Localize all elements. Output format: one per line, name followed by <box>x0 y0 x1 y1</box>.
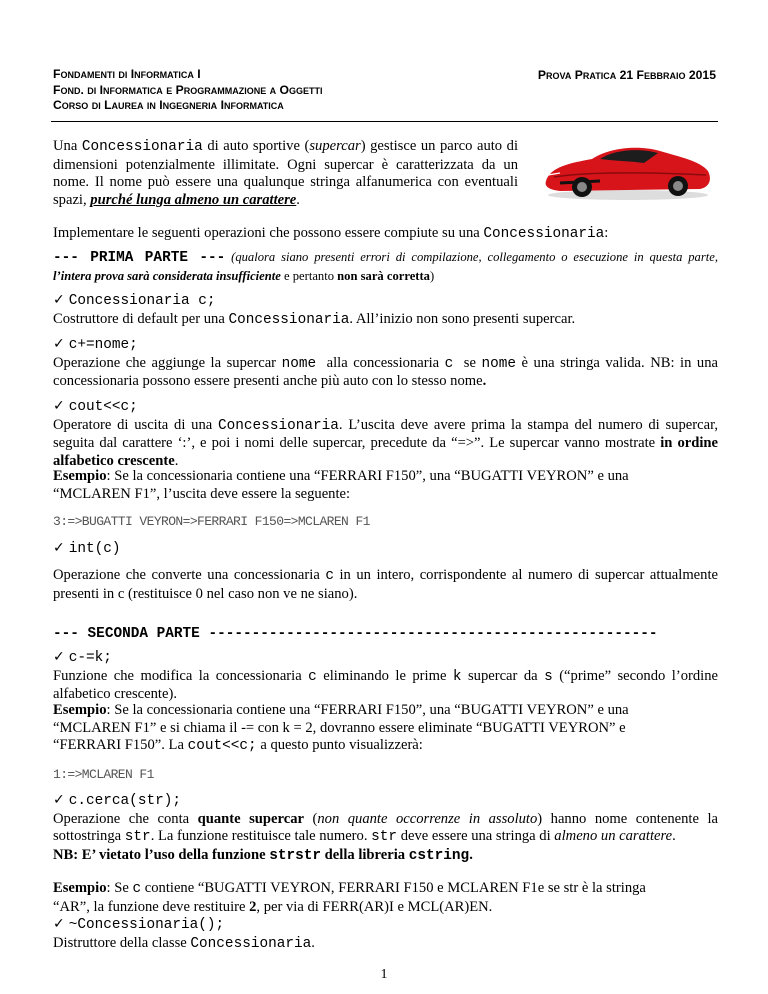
op7 <box>53 916 718 953</box>
code: Concessionaria <box>190 935 312 952</box>
text: contiene “BUGATTI VEYRON, FERRARI F150 e MCLAREN F1e se str è la stringa <box>141 880 646 896</box>
op4-desc <box>53 567 718 603</box>
text: a questo punto visualizzerà: <box>256 737 423 753</box>
text: Costruttore di default per una <box>53 310 229 327</box>
text: supercar da <box>461 667 545 684</box>
text: , per via di FERR(AR)I e MCL(AR)EN. <box>256 898 493 915</box>
text: ) gestisce un parco auto di dimensioni potenzialmente illimitate. Ogni supercar è caratterizzata da un nome. Il nome può essere una qualunque stringa alfanumerica con eventuali spazi, <box>53 138 519 208</box>
op4-code: int(c) <box>68 541 121 557</box>
op3-example <box>53 468 718 503</box>
text: . <box>311 934 315 951</box>
code: c <box>444 355 464 372</box>
op4 <box>53 540 718 559</box>
part2-title: --- SECONDA PARTE ---------------------------------------------------- <box>53 626 658 642</box>
op3 <box>53 398 718 470</box>
text: in un intero, corrispondente al numero di supercar attualmente presenti in c (restituisce 0 nel caso non ve ne siano). <box>53 567 718 602</box>
text: Operatore di uscita di una <box>53 416 218 433</box>
op5-example <box>53 702 718 756</box>
text: Operazione che conta <box>53 810 198 827</box>
check-icon: ✓ <box>53 649 65 665</box>
text: 2 <box>249 898 257 915</box>
op6-example <box>53 880 718 916</box>
code: k <box>452 668 462 685</box>
text: Operazione che converte una concessionaria <box>53 567 326 583</box>
course-line-1: Fondamenti di Informatica I <box>53 67 201 81</box>
code: strstr <box>269 847 322 864</box>
text: eliminando le prime <box>316 667 453 684</box>
header-box <box>51 59 718 122</box>
page-number: 1 <box>380 967 388 982</box>
text: “FERRARI F150”. La <box>53 737 188 753</box>
code: cout<<c; <box>187 738 257 754</box>
code: c <box>308 668 317 685</box>
exam-date: Prova Pratica 21 Febbraio 2015 <box>537 68 716 82</box>
text: : <box>604 225 609 241</box>
text: non sarà corretta <box>337 268 430 283</box>
check-icon: ✓ <box>53 292 65 308</box>
text: Distruttore della classe <box>53 934 191 951</box>
text: quante supercar <box>197 810 304 827</box>
text: di auto sportive ( <box>202 138 310 154</box>
op3-output <box>53 513 718 531</box>
implement-line <box>53 225 718 244</box>
text: in ordine alfabetico crescente <box>53 435 718 469</box>
part2-heading <box>53 625 718 644</box>
op5 <box>53 649 718 704</box>
output-sample: 3:=>BUGATTI VEYRON=>FERRARI F150=>MCLAREN F1 <box>53 514 370 529</box>
code: Concessionaria <box>81 139 203 155</box>
text: Operazione che aggiunge la supercar <box>53 354 282 371</box>
code: nome <box>281 355 327 372</box>
text: Funzione che modifica la concessionaria <box>53 667 309 684</box>
example-label: Esempio <box>53 880 107 896</box>
code: c <box>132 881 142 897</box>
text: (qualora siano presenti errori di compilazione, collegamento o esecuzione in questa parte, <box>225 250 718 264</box>
text: ) hanno nome contenente la sottostringa <box>53 810 718 844</box>
op1 <box>53 292 718 329</box>
text: purché lunga almeno un carattere <box>90 191 297 208</box>
text: ( <box>303 810 318 827</box>
check-icon: ✓ <box>53 916 65 932</box>
output-sample: 1:=>MCLAREN F1 <box>53 767 154 782</box>
course-line-2: Fond. di Informatica e Programmazione a Oggetti <box>53 82 323 97</box>
text: e pertanto <box>280 268 338 283</box>
code: Concessionaria <box>483 226 605 242</box>
text: l’intera prova sarà considerata insufficiente <box>53 268 281 283</box>
code: s <box>544 668 553 685</box>
code: cstring <box>408 847 470 864</box>
intro-paragraph <box>53 138 518 209</box>
code: str <box>124 829 151 845</box>
op1-code: Concessionaria c; <box>68 293 216 309</box>
op6-code: c.cerca(str); <box>68 793 181 809</box>
text: supercar <box>309 138 361 154</box>
text: . <box>469 846 473 863</box>
text: . <box>174 452 179 469</box>
text: non quante occorrenze in assoluto <box>317 810 538 827</box>
check-icon: ✓ <box>53 540 65 556</box>
example-label: Esempio <box>53 702 107 718</box>
text: . <box>672 828 676 844</box>
text: . La funzione restituisce tale numero. <box>150 828 372 844</box>
text: : Se <box>106 880 133 896</box>
part1-heading <box>53 249 718 285</box>
text: (“prime” secondo l’ordine alfabetico crescente). <box>53 667 718 702</box>
text: Una <box>53 138 82 154</box>
op3-code: cout<<c; <box>68 399 138 415</box>
text: NB: E’ vietato l’uso della funzione <box>53 846 270 863</box>
text: è una stringa valida. NB: in una concessionaria possono essere presenti anche più auto con lo stesso nome <box>53 354 719 389</box>
op5-output <box>53 766 718 784</box>
example-label: Esempio <box>53 468 107 484</box>
text: ) <box>429 268 435 283</box>
op2-code: c+=nome; <box>68 337 138 353</box>
part1-title: --- PRIMA PARTE --- <box>53 250 226 266</box>
text: . <box>482 373 487 389</box>
code: Concessionaria <box>218 417 339 434</box>
check-icon: ✓ <box>53 398 65 414</box>
text: della libreria <box>321 846 409 863</box>
check-icon: ✓ <box>53 792 65 808</box>
op2 <box>53 336 718 391</box>
check-icon: ✓ <box>53 336 65 352</box>
course-info <box>53 67 322 114</box>
op5-code: c-=k; <box>68 650 112 666</box>
text: “AR”, la funzione deve restituire <box>53 898 250 915</box>
text: “MCLAREN F1” e si chiama il -= con k = 2, dovranno essere eliminate “BUGATTI VEYRON” e <box>53 719 626 736</box>
code: nome <box>481 355 517 372</box>
course-line-3: Corso di Laurea in Ingegneria Informatica <box>53 98 284 113</box>
text: alla concessionaria <box>326 354 445 371</box>
text: se <box>463 354 482 371</box>
code: Concessionaria <box>228 311 350 328</box>
text: almeno un carattere <box>554 828 673 844</box>
code: str <box>371 829 398 845</box>
op6 <box>53 792 718 865</box>
text: : Se la concessionaria contiene una “FERRARI F150”, una “BUGATTI VEYRON” e una <box>106 702 629 718</box>
text: : Se la concessionaria contiene una “FERRARI F150”, una “BUGATTI VEYRON” e una <box>106 468 629 484</box>
supercar-image <box>540 137 715 202</box>
text: Implementare le seguenti operazioni che possono essere compiute su una <box>53 225 484 241</box>
text: . L’uscita deve avere prima la stampa del numero di supercar, seguita dal carattere ‘:’, e poi i nomi delle supercar, precedute da “=>”. Le supercar vanno mostrate <box>53 416 718 451</box>
text: deve essere una stringa di <box>397 828 555 844</box>
text: “MCLAREN F1”, l’uscita deve essere la seguente: <box>53 485 351 502</box>
op7-code: ~Concessionaria(); <box>68 917 225 933</box>
code: c <box>325 568 334 584</box>
text: . All’inizio non sono presenti supercar. <box>349 310 576 327</box>
text: . <box>296 191 300 208</box>
